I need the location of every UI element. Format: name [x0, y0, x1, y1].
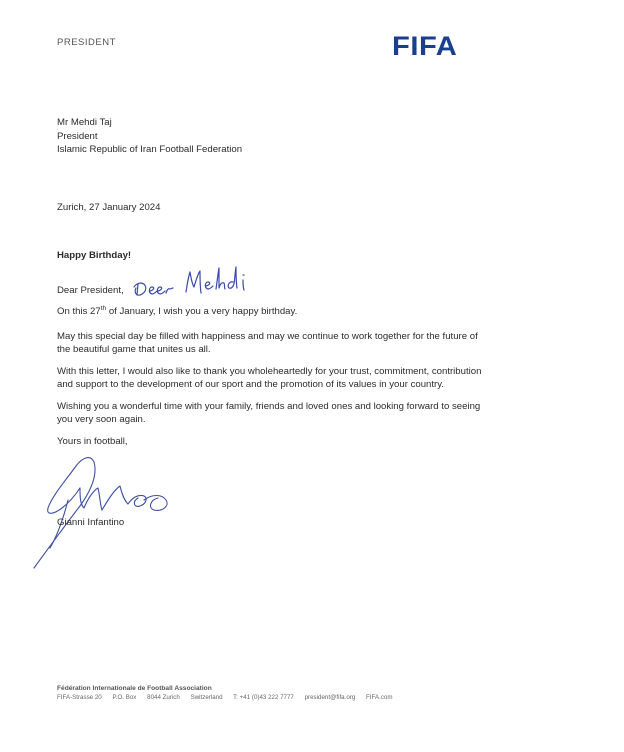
paragraph-3: With this letter, I would also like to thank you wholeheartedly for your trust, commitment, contribution and support to the development of our sport and the promotion of its values in your country. — [57, 366, 482, 390]
signature — [28, 450, 178, 572]
footer-contact-line — [57, 693, 401, 702]
handwritten-greeting — [124, 262, 254, 306]
footer-phone: T: +41 (0)43 222 7777 — [233, 694, 294, 701]
paragraph-1-text-end: of January, I wish you a very happy birthday. — [106, 306, 298, 317]
recipient-organization: Islamic Republic of Iran Football Federation — [57, 144, 243, 155]
paragraph-2: May this special day be filled with happiness and may we continue to work together for the future of the beautiful game that unites us all. — [57, 331, 478, 355]
closing: Yours in football, — [57, 436, 128, 447]
footer-po-box: P.O. Box — [112, 694, 137, 701]
footer-country: Switzerland — [190, 694, 223, 701]
letter-subject: Happy Birthday! — [57, 250, 132, 261]
letter-footer — [57, 684, 401, 702]
recipient-name: Mr Mehdi Taj — [57, 117, 112, 128]
ordinal-suffix: th — [100, 304, 107, 312]
recipient-title: President — [57, 130, 98, 142]
footer-email[interactable]: president@fifa.org — [304, 694, 356, 701]
header-role: PRESIDENT — [57, 37, 116, 48]
signer-name: Gianni Infantino — [57, 517, 125, 528]
paragraph-1-text-start: On this 27 — [57, 306, 101, 317]
footer-organization: Fédération Internationale de Football Association — [57, 685, 212, 692]
footer-address: FIFA-Strasse 20 — [57, 694, 102, 701]
letter-date: Zurich, 27 January 2024 — [57, 202, 161, 213]
paragraph-4: Wishing you a wonderful time with your family, friends and loved ones and looking forward to seeing you very soon again. — [57, 401, 481, 425]
footer-city: 8044 Zurich — [147, 694, 180, 701]
paragraph-1 — [57, 306, 487, 319]
fifa-logo: FIFA — [392, 31, 458, 61]
recipient-block — [57, 116, 242, 157]
salutation: Dear President, — [57, 285, 124, 296]
footer-website[interactable]: FIFA.com — [366, 694, 393, 701]
